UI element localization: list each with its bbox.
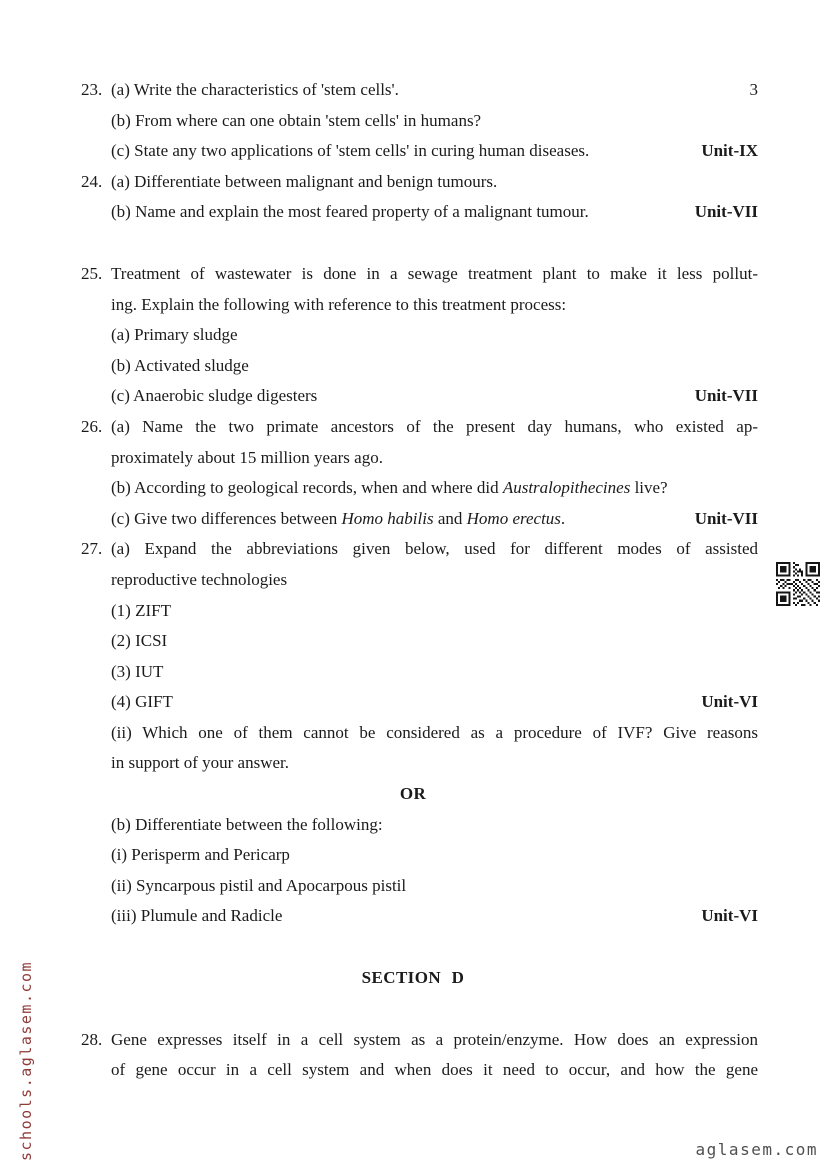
unit-tag: Unit-IX bbox=[701, 141, 758, 161]
text-segment: (4) GIFT bbox=[111, 692, 173, 712]
line-text bbox=[111, 381, 317, 412]
text-segment: in support of your answer. bbox=[111, 753, 290, 773]
question-line bbox=[0, 320, 826, 351]
unit-tag: Unit-VII bbox=[694, 508, 758, 528]
question-line bbox=[0, 871, 826, 902]
text-segment: (a) Primary sludge bbox=[111, 325, 238, 345]
question-line bbox=[0, 687, 826, 718]
watermark-vertical: schools.aglasem.com bbox=[17, 960, 35, 1161]
page-number: 3 bbox=[749, 80, 758, 99]
question-line bbox=[0, 901, 826, 932]
text-segment: (a) Differentiate between malignant and benign tumours. bbox=[111, 171, 498, 191]
text-segment: (c) Anaerobic sludge digesters bbox=[111, 386, 318, 406]
line-text bbox=[111, 815, 383, 834]
text-segment: (3) IUT bbox=[111, 661, 164, 681]
line-text bbox=[111, 601, 171, 620]
question-line bbox=[0, 473, 826, 504]
question-number: 24. bbox=[81, 171, 103, 191]
line-text bbox=[111, 504, 565, 535]
line-text bbox=[111, 325, 238, 344]
question-line bbox=[0, 596, 826, 627]
question-number: 28. bbox=[81, 1029, 103, 1049]
question-line bbox=[0, 504, 826, 535]
line-text bbox=[362, 968, 465, 987]
line-text bbox=[111, 753, 289, 772]
line-text bbox=[400, 784, 426, 803]
text-segment: proximately about 15 million years ago. bbox=[111, 447, 383, 467]
question-line bbox=[0, 197, 826, 228]
line-text bbox=[111, 75, 399, 106]
line-text bbox=[111, 534, 758, 565]
question-line bbox=[0, 136, 826, 167]
question-line bbox=[0, 351, 826, 382]
text-segment: (a) Expand the abbreviations given below, used for different modes of assisted bbox=[111, 539, 758, 559]
question-line bbox=[0, 1055, 826, 1086]
text-segment: (c) Give two differences between bbox=[111, 508, 342, 528]
question-line bbox=[0, 626, 826, 657]
line-text bbox=[111, 876, 406, 895]
text-segment: (1) ZIFT bbox=[111, 600, 171, 620]
question-line bbox=[0, 840, 826, 871]
unit-tag: Unit-VI bbox=[701, 906, 758, 926]
text-segment: (ii) Which one of them cannot be considered as a procedure of IVF? Give reasons bbox=[111, 722, 758, 742]
text-segment: . bbox=[560, 508, 566, 528]
text-segment: ing. Explain the following with reference to this treatment process: bbox=[111, 294, 567, 314]
text-segment: live? bbox=[630, 478, 668, 498]
text-segment: (b) According to geological records, when and where did bbox=[111, 478, 503, 498]
text-segment: (ii) Syncarpous pistil and Apocarpous pistil bbox=[111, 875, 407, 895]
question-number: 26. bbox=[81, 416, 103, 436]
line-text bbox=[111, 412, 758, 443]
question-line bbox=[0, 259, 826, 290]
question-line bbox=[0, 412, 826, 443]
line-text bbox=[111, 662, 163, 681]
line-text bbox=[111, 111, 481, 130]
text-segment: reproductive technologies bbox=[111, 569, 288, 589]
line-text bbox=[111, 631, 167, 650]
question-line bbox=[0, 443, 826, 474]
line-text bbox=[111, 478, 668, 497]
question-line bbox=[0, 718, 826, 749]
qr-code bbox=[775, 562, 821, 606]
line-text bbox=[111, 1025, 758, 1056]
text-segment: (i) Perisperm and Pericarp bbox=[111, 845, 290, 865]
line-text bbox=[111, 136, 589, 167]
question-line bbox=[0, 565, 826, 596]
text-segment: OR bbox=[399, 784, 427, 804]
species-name: Homo habilis bbox=[341, 508, 434, 528]
unit-tag: Unit-VII bbox=[694, 202, 758, 222]
unit-tag: Unit-VI bbox=[701, 692, 758, 712]
question-line bbox=[0, 657, 826, 688]
text-segment: (b) Differentiate between the following: bbox=[111, 814, 383, 834]
text-segment: (2) ICSI bbox=[111, 631, 168, 651]
text-segment: SECTION D bbox=[361, 968, 465, 988]
question-number: 23. bbox=[81, 80, 103, 99]
text-segment: (b) From where can one obtain 'stem cells' in humans? bbox=[111, 110, 482, 130]
text-segment: (a) Write the characteristics of 'stem cells'. bbox=[111, 80, 399, 99]
footer-site-label: aglasem.com bbox=[695, 1140, 818, 1159]
question-number: 25. bbox=[81, 263, 103, 283]
line-text bbox=[111, 845, 290, 864]
text-segment: Treatment of wastewater is done in a sewage treatment plant to make it less pollut- bbox=[111, 263, 758, 283]
text-segment: of gene occur in a cell system and when does it need to occur, and how the gene bbox=[111, 1060, 758, 1080]
line-text bbox=[111, 197, 589, 228]
question-line bbox=[0, 381, 826, 412]
text-segment: (c) State any two applications of 'stem cells' in curing human diseases. bbox=[111, 141, 590, 161]
text-segment: (a) Name the two primate ancestors of the present day humans, who existed ap- bbox=[111, 416, 758, 436]
question-line bbox=[0, 748, 826, 779]
text-segment: (b) Activated sludge bbox=[111, 355, 249, 375]
question-line bbox=[0, 167, 826, 198]
question-line bbox=[0, 290, 826, 321]
line-text bbox=[111, 295, 566, 314]
text-segment: (b) Name and explain the most feared property of a malignant tumour. bbox=[111, 202, 589, 222]
line-text bbox=[111, 687, 173, 718]
question-line bbox=[0, 534, 826, 565]
question-line bbox=[0, 1025, 826, 1056]
line-text bbox=[111, 172, 497, 191]
question-line bbox=[0, 106, 826, 137]
section-heading bbox=[0, 963, 826, 994]
line-text bbox=[111, 356, 249, 375]
text-segment: and bbox=[433, 508, 467, 528]
species-name: Australopithecines bbox=[502, 478, 631, 498]
line-text bbox=[111, 901, 282, 932]
or-separator bbox=[0, 779, 826, 810]
line-text bbox=[111, 718, 758, 749]
line-text bbox=[111, 448, 383, 467]
line-text bbox=[111, 259, 758, 290]
species-name: Homo erectus bbox=[466, 508, 561, 528]
question-number: 27. bbox=[81, 539, 103, 559]
line-text bbox=[111, 570, 287, 589]
text-segment: (iii) Plumule and Radicle bbox=[111, 906, 283, 926]
text-segment: Gene expresses itself in a cell system as a protein/enzyme. How does an expression bbox=[111, 1029, 758, 1049]
unit-tag: Unit-VII bbox=[694, 386, 758, 406]
question-line bbox=[0, 810, 826, 841]
line-text bbox=[111, 1055, 758, 1086]
question-line bbox=[0, 75, 826, 106]
